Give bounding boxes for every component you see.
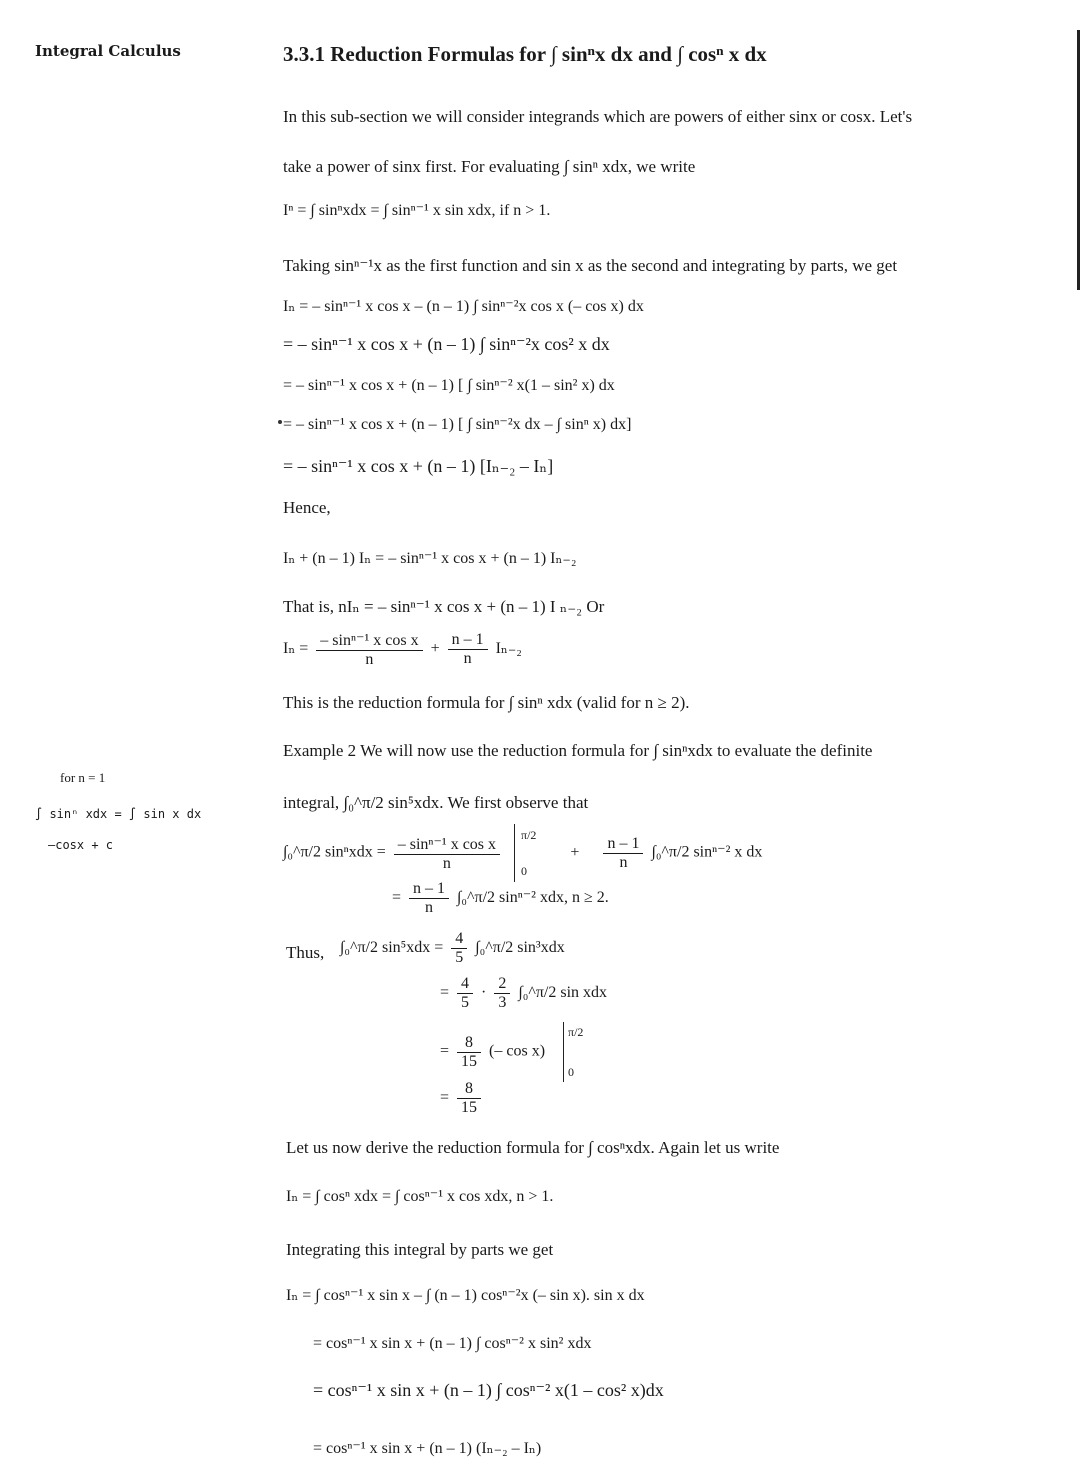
- definite-tail: ∫₀^π/2 sinⁿ⁻² x dx: [651, 843, 763, 861]
- margin-note-integral: ∫ sinⁿ xdx = ∫ sin x dx: [35, 807, 202, 821]
- upper-limit: π/2: [521, 828, 537, 842]
- evaluation-bracket: [553, 1022, 564, 1082]
- fraction-denominator: n: [463, 650, 472, 667]
- fraction-denominator: 3: [498, 994, 507, 1011]
- fraction-numerator: n – 1: [409, 880, 449, 899]
- definite-tail: ∫₀^π/2 sinⁿ⁻² xdx, n ≥ 2.: [457, 889, 609, 907]
- combined-equation: Iₙ + (n – 1) Iₙ = – sinⁿ⁻¹ x cos x + (n – 1) Iₙ₋₂: [283, 550, 577, 567]
- lower-limit: 0: [568, 1065, 575, 1079]
- fraction-numerator: – sinⁿ⁻¹ x cos x: [394, 834, 500, 855]
- fraction-numerator: 8: [457, 1034, 481, 1053]
- derivation-step-3: = – sinⁿ⁻¹ x cos x + (n – 1) [ ∫ sinⁿ⁻² x(1 – sin² x) dx: [283, 377, 615, 394]
- fraction-numerator: n – 1: [448, 631, 488, 650]
- integrating-by-parts-text: Integrating this integral by parts we get: [286, 1240, 554, 1259]
- upper-limit: π/2: [568, 1025, 584, 1039]
- intro-line-1: In this sub-section we will consider integrands which are powers of either sinx or cosx. Let's: [283, 107, 913, 126]
- thus-step-4: [440, 1080, 485, 1117]
- fraction-term: [457, 1080, 481, 1117]
- cos-step-1: Iₙ = ∫ cosⁿ⁻¹ x sin x – ∫ (n – 1) cosⁿ⁻²x (– sin x). sin x dx: [286, 1287, 645, 1304]
- derivation-step-1: Iₙ = – sinⁿ⁻¹ x cos x – (n – 1) ∫ sinⁿ⁻²x cos x (– cos x) dx: [283, 298, 644, 315]
- fraction-term: [394, 834, 500, 873]
- thus-lhs: ∫₀^π/2 sin⁵xdx =: [340, 939, 444, 957]
- margin-note-n-equals-1: for n = 1: [60, 770, 106, 785]
- thus-step-1: [340, 930, 565, 967]
- equals-sign: =: [440, 1089, 450, 1107]
- example-2-integral: integral, ∫₀^π/2 sin⁵xdx. We first observe that: [283, 793, 589, 812]
- thus-tail: ∫₀^π/2 sin³xdx: [475, 939, 565, 957]
- derivation-step-2: = – sinⁿ⁻¹ x cos x + (n – 1) ∫ sinⁿ⁻²x cos² x dx: [283, 334, 610, 354]
- thus-step-2: [440, 975, 607, 1012]
- equals-sign: =: [440, 1042, 450, 1060]
- fraction-denominator: 5: [461, 994, 470, 1011]
- fraction-numerator: – sinⁿ⁻¹ x cos x: [316, 630, 422, 651]
- bracket-limits: [521, 828, 536, 878]
- plus-sign: +: [430, 640, 440, 658]
- margin-note-result: –cosx + c: [48, 838, 114, 852]
- definite-step-1: [283, 824, 762, 882]
- stray-dot: [278, 420, 282, 424]
- fraction-denominator: 5: [455, 949, 464, 966]
- fraction-a: [457, 975, 473, 1012]
- that-is-equation: That is, nIₙ = – sinⁿ⁻¹ x cos x + (n – 1) I ₙ₋₂ Or: [283, 597, 605, 616]
- cos-step-3: = cosⁿ⁻¹ x sin x + (n – 1) ∫ cosⁿ⁻² x(1 – cos² x)dx: [313, 1380, 664, 1400]
- thus-tail: (– cos x): [489, 1042, 546, 1060]
- cos-step-2: = cosⁿ⁻¹ x sin x + (n – 1) ∫ cosⁿ⁻² x sin² xdx: [313, 1335, 592, 1352]
- derivation-step-4: = – sinⁿ⁻¹ x cos x + (n – 1) [ ∫ sinⁿ⁻²x dx – ∫ sinⁿ x) dx]: [283, 416, 632, 433]
- running-header: Integral Calculus: [35, 42, 181, 60]
- bracket-limits: [568, 1025, 583, 1079]
- reduction-formula-note: This is the reduction formula for ∫ sinⁿ xdx (valid for n ≥ 2).: [283, 693, 690, 712]
- fraction-b: [494, 975, 510, 1012]
- cos-intro: Let us now derive the reduction formula for ∫ cosⁿxdx. Again let us write: [286, 1138, 780, 1157]
- fraction-denominator: n: [425, 899, 434, 916]
- cos-step-4: = cosⁿ⁻¹ x sin x + (n – 1) (Iₙ₋₂ – Iₙ): [313, 1440, 542, 1457]
- fraction-term-2: [603, 835, 643, 872]
- fraction-numerator: n – 1: [603, 835, 643, 854]
- intro-line-2: take a power of sinx first. For evaluating ∫ sinⁿ xdx, we write: [283, 157, 696, 176]
- fraction-denominator: n: [365, 651, 374, 668]
- plus-sign: +: [570, 843, 580, 861]
- formula-tail: Iₙ₋₂: [495, 640, 522, 658]
- integration-by-parts-text: Taking sinⁿ⁻¹x as the first function and sin x as the second and integrating by parts, we get: [283, 256, 898, 275]
- fraction-numerator: 4: [451, 930, 467, 949]
- fraction-term-2: [448, 631, 488, 668]
- definition-sin: Iⁿ = ∫ sinⁿxdx = ∫ sinⁿ⁻¹ x sin xdx, if n > 1.: [283, 202, 551, 219]
- thus-tail: ∫₀^π/2 sin xdx: [518, 984, 608, 1002]
- fraction-denominator: 15: [461, 1099, 478, 1116]
- reduction-formula-sin: [283, 630, 522, 669]
- definite-step-2: [392, 880, 609, 917]
- hence-label: Hence,: [283, 498, 331, 517]
- derivation-step-5: = – sinⁿ⁻¹ x cos x + (n – 1) [Iₙ₋₂ – Iₙ]: [283, 456, 554, 476]
- definite-lhs: ∫₀^π/2 sinⁿxdx =: [283, 843, 386, 861]
- fraction-denominator: n: [442, 854, 451, 872]
- equals-sign: =: [392, 889, 402, 907]
- evaluation-bracket: [508, 824, 515, 882]
- fraction-denominator: n: [619, 853, 628, 871]
- multiply-dot: ·: [481, 984, 487, 1002]
- fraction-numerator: 4: [457, 975, 473, 994]
- equals-sign: =: [440, 984, 450, 1002]
- fraction-denominator: 15: [461, 1052, 478, 1070]
- fraction-term: [451, 930, 467, 967]
- section-title: 3.3.1 Reduction Formulas for ∫ sinⁿx dx and ∫ cosⁿ x dx: [283, 42, 767, 66]
- lower-limit: 0: [521, 864, 528, 878]
- thus-step-3: [440, 1022, 583, 1082]
- fraction-numerator: 8: [457, 1080, 481, 1099]
- thus-label: Thus,: [286, 943, 325, 962]
- fraction-numerator: 2: [494, 975, 510, 994]
- fraction-term-1: [316, 630, 422, 669]
- formula-lhs: Iₙ =: [283, 640, 309, 658]
- fraction-term: [409, 880, 449, 917]
- definition-cos: Iₙ = ∫ cosⁿ xdx = ∫ cosⁿ⁻¹ x cos xdx, n > 1.: [286, 1188, 554, 1205]
- fraction-term: [457, 1034, 481, 1071]
- example-2-intro: Example 2 We will now use the reduction formula for ∫ sinⁿxdx to evaluate the definite: [283, 741, 873, 760]
